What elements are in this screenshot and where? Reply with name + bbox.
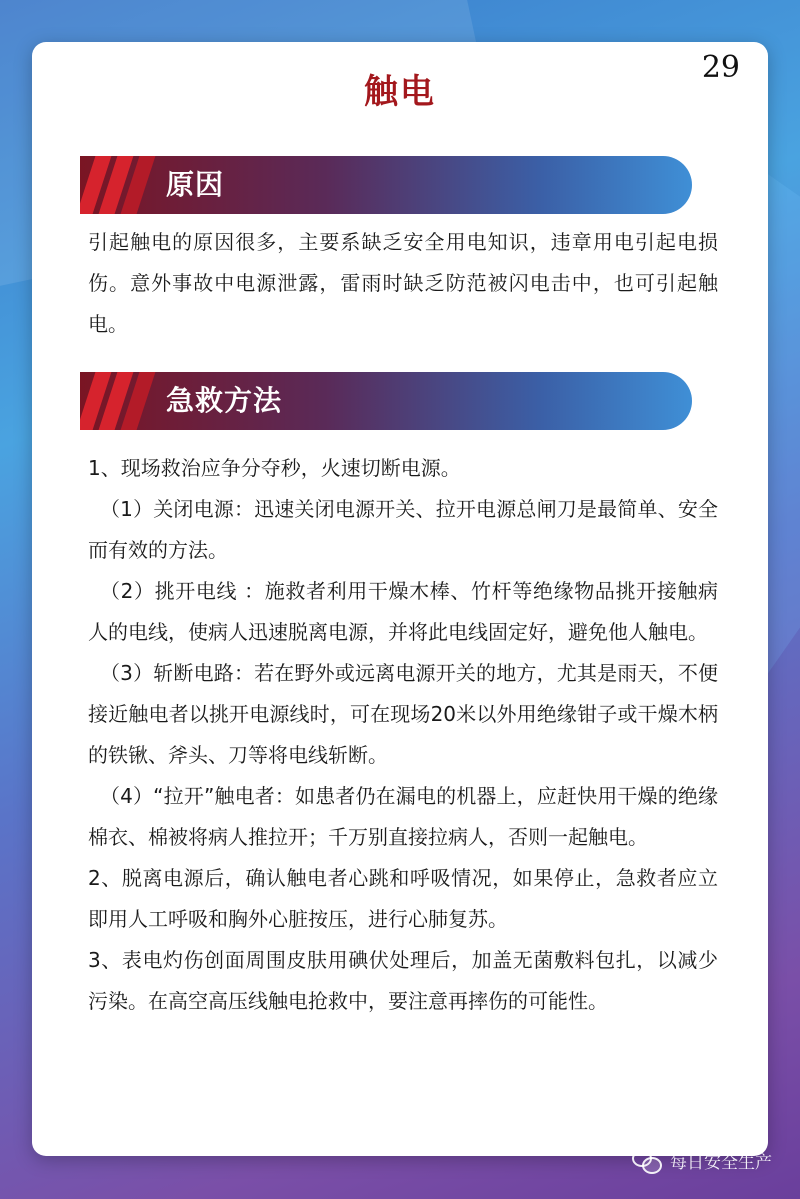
content-card (32, 42, 768, 1156)
list-item: （2）挑开电线 ：施救者利用干燥木棒、竹杆等绝缘物品挑开接触病人的电线，使病人迅速脱离电源，并将此电线固定好，避免他人触电。 (88, 579, 718, 644)
wechat-icon (632, 1150, 662, 1172)
page-title: 触电 (364, 72, 436, 112)
page-number: 29 (701, 50, 740, 85)
list-item: （3）斩断电路：若在野外或远离电源开关的地方，尤其是雨天，不便接近触电者以挑开电源线时，可在现场20米以外用绝缘钳子或干燥木柄的铁锹、斧头、刀等将电线斩断。 (88, 661, 718, 767)
watermark-text: 每日安全生产 (670, 1153, 772, 1173)
section-heading: 原因 (166, 168, 225, 201)
section-heading: 急救方法 (166, 384, 283, 417)
list-item: （1）关闭电源：迅速关闭电源开关、拉开电源总闸刀是最简单、安全而有效的方法。 (88, 497, 718, 562)
list-item: （4）“拉开”触电者：如患者仍在漏电的机器上，应赶快用干燥的绝缘棉衣、棉被将病人推拉开；千万别直接拉病人，否则一起触电。 (88, 784, 718, 849)
section-banner-cause (80, 156, 692, 214)
list-item: 1、现场救治应争分夺秒，火速切断电源。 (88, 456, 461, 480)
banner-stripes (80, 372, 160, 430)
banner-stripes (80, 156, 160, 214)
list-item: 2、脱离电源后，确认触电者心跳和呼吸情况，如果停止，急救者应立即用人工呼吸和胸外心脏按压，进行心肺复苏。 (88, 866, 718, 931)
section-banner-first-aid (80, 372, 692, 430)
list-item: 3、表电灼伤创面周围皮肤用碘伏处理后，加盖无菌敷料包扎，以减少污染。在高空高压线触电抢救中，要注意再摔伤的可能性。 (88, 948, 718, 1013)
watermark (632, 1148, 772, 1173)
first-aid-list (88, 448, 718, 1022)
cause-paragraph: 引起触电的原因很多，主要系缺乏安全用电知识，违章用电引起电损伤。意外事故中电源泄露，雷雨时缺乏防范被闪电击中，也可引起触电。 (88, 230, 718, 336)
